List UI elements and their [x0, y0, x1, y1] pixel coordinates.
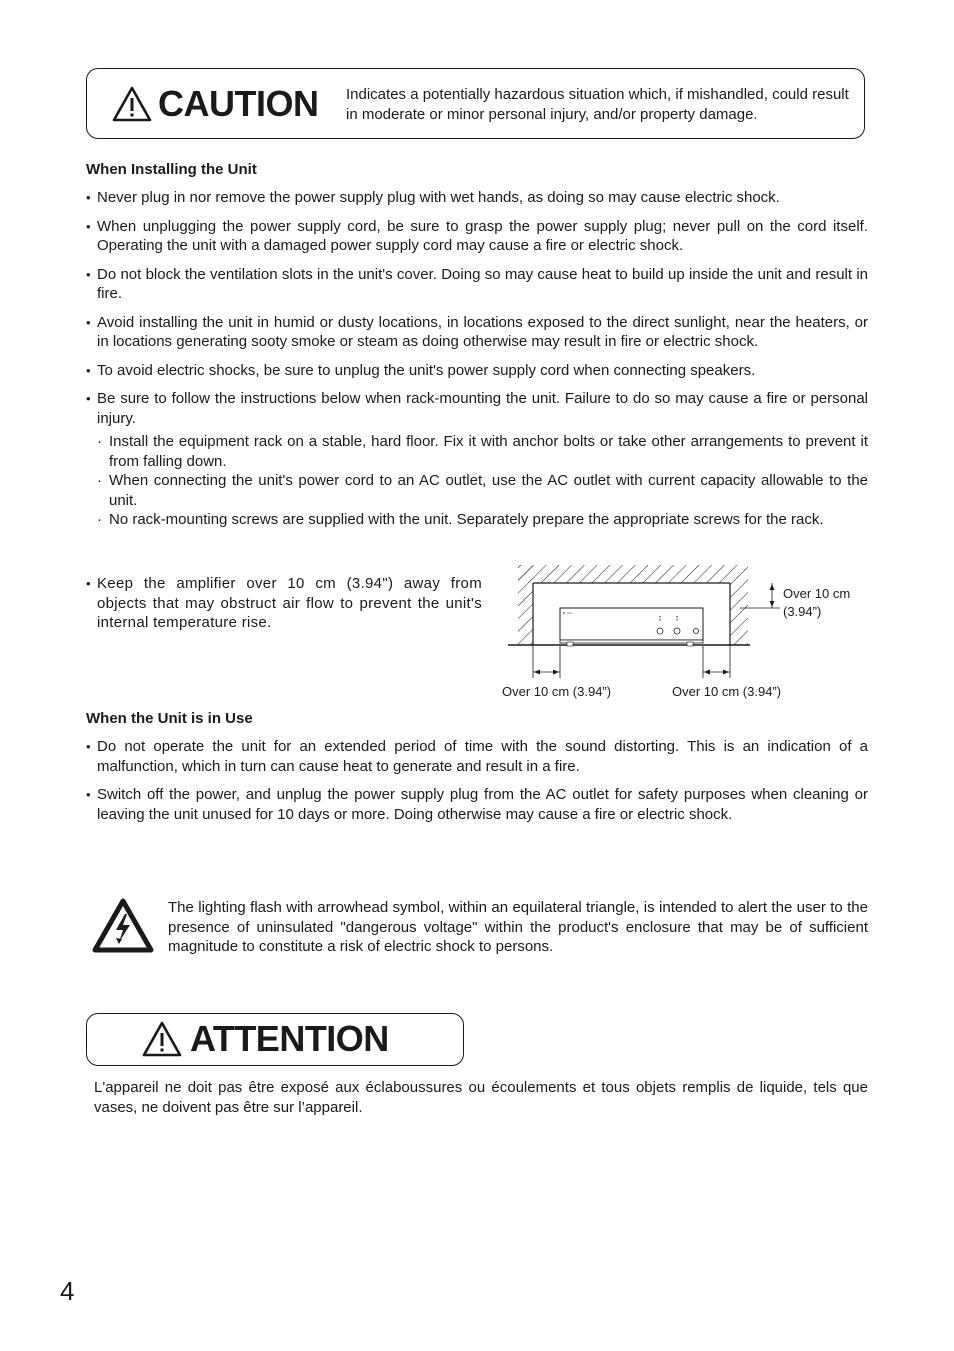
- clearance-diagram: [500, 560, 870, 705]
- warning-triangle-icon: [142, 1021, 182, 1057]
- installing-heading: When Installing the Unit: [86, 161, 257, 178]
- attention-text: L'appareil ne doit pas être exposé aux éclaboussures ou écoulements et tous objets remplis de liquide, tels que vases, ne doivent pas être sur l’appareil.: [94, 1079, 868, 1116]
- list-item: • Keep the amplifier over 10 cm (3.94") away from objects that may obstruct air flow to prevent the unit's internal temperature rise.: [86, 574, 482, 633]
- list-item: • To avoid electric shocks, be sure to unplug the unit's power supply cord when connecting speakers.: [86, 361, 868, 381]
- list-item: • Do not block the ventilation slots in the unit's cover. Doing so may cause heat to build up inside the unit and result in fire.: [86, 265, 868, 304]
- caution-title: CAUTION: [158, 83, 319, 125]
- list-item: • Never plug in nor remove the power supply plug with wet hands, as doing so may cause electric shock.: [86, 188, 868, 208]
- caution-description: Indicates a potentially hazardous situation which, if mishandled, could result in moderate or minor personal injury, and/or property damage.: [346, 86, 849, 123]
- attention-title: ATTENTION: [190, 1018, 389, 1060]
- in-use-list: [86, 737, 868, 833]
- in-use-heading: When the Unit is in Use: [86, 710, 253, 727]
- list-item: • When unplugging the power supply cord, be sure to grasp the power supply plug; never pull on the cord itself. Operating the unit with a damaged power supply cord may cause a fire or electric shock.: [86, 217, 868, 256]
- list-item: • Do not operate the unit for an extended period of time with the sound distorting. This is an indication of a malfunction, which in turn can cause heat to generate and result in a fire.: [86, 737, 868, 776]
- diagram-right-label: Over 10 cm (3.94”): [672, 684, 782, 699]
- clearance-list: [86, 574, 482, 642]
- sub-list-item: · When connecting the unit's power cord to an AC outlet, use the AC outlet with current capacity allowable to the unit.: [97, 471, 868, 510]
- attention-title-group: [142, 1019, 389, 1059]
- warning-triangle-icon: [112, 86, 152, 122]
- rack-mount-text: Be sure to follow the instructions below when rack-mounting the unit. Failure to do so may cause a fire or personal injury.: [97, 390, 868, 427]
- diagram-left-label: Over 10 cm (3.94”): [502, 684, 612, 699]
- lightning-warning-icon: [92, 898, 154, 954]
- sub-list-item: · No rack-mounting screws are supplied with the unit. Separately prepare the appropriate screws for the rack.: [97, 510, 868, 530]
- list-item: • Avoid installing the unit in humid or dusty locations, in locations exposed to the direct sunlight, near the heaters, or in locations generating sooty smoke or steam as doing otherwise may result in fire or electric shock.: [86, 313, 868, 352]
- list-item: [86, 389, 868, 530]
- installing-list: [86, 188, 868, 539]
- diagram-top-label-line2: (3.94”): [783, 604, 822, 619]
- lightning-description: The lighting flash with arrowhead symbol, within an equilateral triangle, is intended to alert the user to the presence of uninsulated "dangerous voltage" within the product's enclosure that may be of sufficient magnitude to constitute a risk of electric shock to persons.: [168, 899, 868, 955]
- diagram-top-label-line1: Over 10 cm: [783, 586, 851, 601]
- list-item: • Switch off the power, and unplug the power supply plug from the AC outlet for safety purposes when cleaning or leaving the unit unused for 10 days or more. Doing otherwise may cause a fire or electric shock.: [86, 785, 868, 824]
- sub-list-item: · Install the equipment rack on a stable, hard floor. Fix it with anchor bolts or take other arrangements to prevent it from falling down.: [97, 432, 868, 471]
- page-number: 4: [60, 1276, 75, 1306]
- caution-title-group: [112, 84, 319, 124]
- clearance-diagram-graphic: [500, 560, 870, 705]
- rack-mount-sublist: [97, 432, 868, 530]
